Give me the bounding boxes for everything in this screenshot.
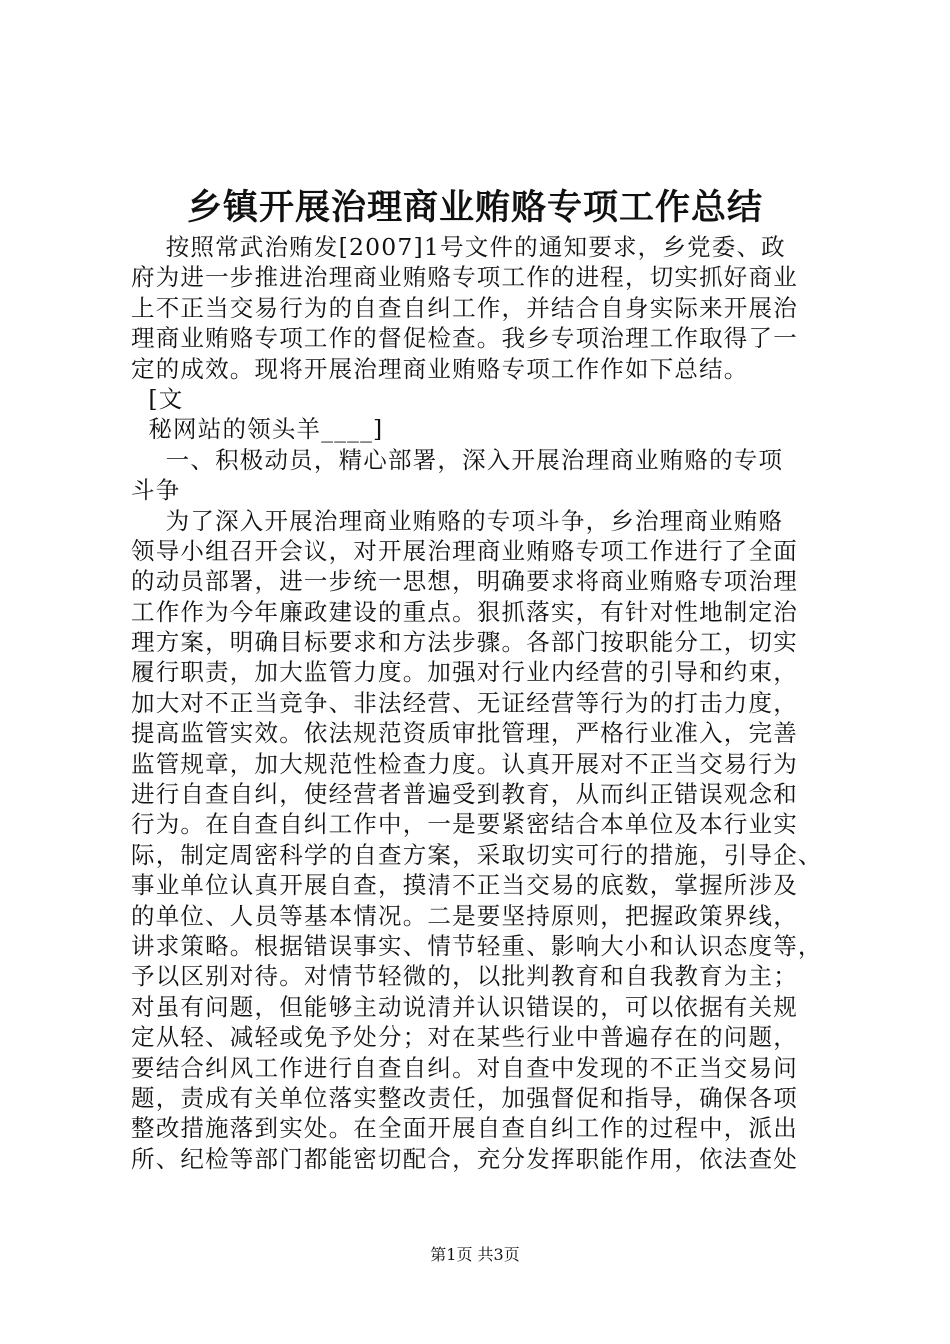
body-line: 按照常武治贿发[2007]1号文件的通知要求，乡党委、政: [131, 233, 786, 261]
body-line: 提高监管实效。依法规范资质审批管理，严格行业准入，完善: [131, 719, 798, 748]
body-line: 秘网站的领头羊____]: [131, 415, 384, 444]
body-line: 府为进一步推进治理商业贿赂专项工作的进程，切实抓好商业: [131, 263, 798, 292]
body-line: 定从轻、减轻或免予处分；对在某些行业中普遍存在的问题，: [131, 1023, 798, 1052]
body-line: 行为。在自查自纠工作中，一是要紧密结合本单位及本行业实: [131, 810, 798, 839]
body-line: 事业单位认真开展自查，摸清不正当交易的底数，掌握所涉及: [131, 871, 798, 900]
body-line: 的动员部署，进一步统一思想，明确要求将商业贿赂专项治理: [131, 567, 798, 596]
body-line: 讲求策略。根据错误事实、情节轻重、影响大小和认识态度等，: [131, 931, 823, 960]
body-line: 工作作为今年廉政建设的重点。狠抓落实，有针对性地制定治: [131, 597, 798, 626]
body-line: 理商业贿赂专项工作的督促检查。我乡专项治理工作取得了一: [131, 324, 798, 353]
body-line: 一、积极动员，精心部署，深入开展治理商业贿赂的专项: [131, 445, 784, 474]
body-line: 加大对不正当竞争、非法经营、无证经营等行为的打击力度，: [131, 688, 798, 717]
body-line: 际，制定周密科学的自查方案，采取切实可行的措施，引导企、: [131, 840, 823, 869]
body-line: 题，责成有关单位落实整改责任，加强督促和指导，确保各项: [131, 1083, 798, 1112]
body-line: 为了深入开展治理商业贿赂的专项斗争，乡治理商业贿赂: [131, 506, 784, 535]
body-line: 理方案，明确目标要求和方法步骤。各部门按职能分工，切实: [131, 628, 798, 657]
body-line: 领导小组召开会议，对开展治理商业贿赂专项工作进行了全面: [131, 536, 798, 565]
body-line: 所、纪检等部门都能密切配合，充分发挥职能作用，依法查处: [131, 1144, 798, 1173]
body-line: 整改措施落到实处。在全面开展自查自纠工作的过程中，派出: [131, 1114, 798, 1143]
body-line: 定的成效。现将开展治理商业贿赂专项工作作如下总结。: [131, 354, 749, 383]
body-line: 对虽有问题，但能够主动说清并认识错误的，可以依据有关规: [131, 992, 798, 1021]
body-line: [文: [131, 384, 184, 413]
page-footer: 第1页 共3页: [430, 1245, 520, 1264]
body-line: 斗争: [131, 476, 181, 505]
body-line: 要结合纠风工作进行自查自纠。对自查中发现的不正当交易问: [131, 1053, 798, 1082]
document-body: [131, 232, 831, 1174]
body-line: 的单位、人员等基本情况。二是要坚持原则，把握政策界线，: [131, 901, 798, 930]
body-line: 上不正当交易行为的自查自纠工作，并结合自身实际来开展治: [131, 293, 798, 322]
body-line: 履行职责，加大监管力度。加强对行业内经营的引导和约束，: [131, 658, 798, 687]
body-line: 进行自查自纠，使经营者普遍受到教育，从而纠正错误观念和: [131, 780, 798, 809]
document-title: 乡镇开展治理商业贿赂专项工作总结: [186, 187, 763, 228]
body-line: 予以区别对待。对情节轻微的，以批判教育和自我教育为主；: [131, 962, 798, 991]
body-line: 监管规章，加大规范性检查力度。认真开展对不正当交易行为: [131, 749, 798, 778]
